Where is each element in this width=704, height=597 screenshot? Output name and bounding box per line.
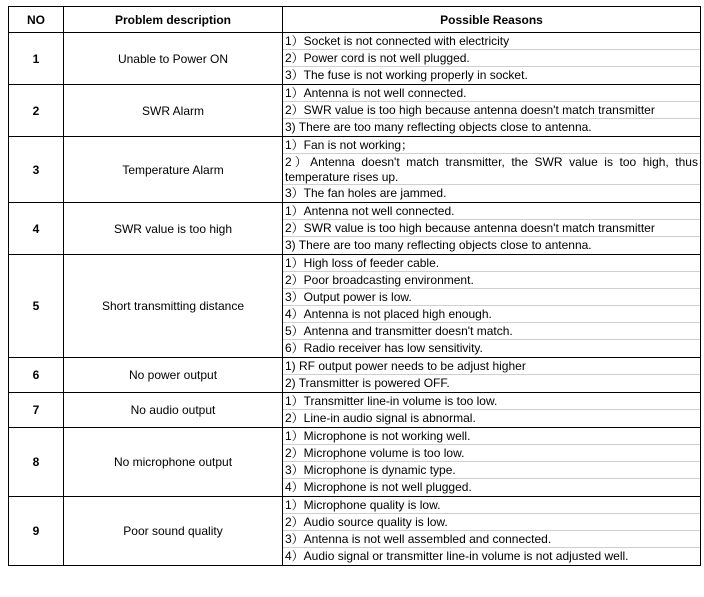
table-row [9, 428, 701, 497]
possible-reasons [283, 255, 701, 358]
problem-description: Short transmitting distance [64, 255, 283, 358]
problem-description: No microphone output [64, 428, 283, 497]
reason-item: 3）Antenna is not well assembled and connected. [283, 531, 700, 548]
row-number: 9 [9, 497, 64, 566]
table-row [9, 358, 701, 393]
problem-description: No power output [64, 358, 283, 393]
reason-item: 2）SWR value is too high because antenna doesn't match transmitter [283, 220, 700, 237]
table-row [9, 255, 701, 358]
reason-item: 1）Socket is not connected with electricity [283, 33, 700, 50]
table-row [9, 137, 701, 203]
row-number: 6 [9, 358, 64, 393]
reason-item: 2）Audio source quality is low. [283, 514, 700, 531]
table-row [9, 497, 701, 566]
reason-item: 1）High loss of feeder cable. [283, 255, 700, 272]
possible-reasons [283, 203, 701, 255]
reason-item: 1）Fan is not working； [283, 137, 700, 154]
header-no: NO [9, 7, 64, 33]
possible-reasons [283, 428, 701, 497]
reason-item: 3) There are too many reflecting objects close to antenna. [285, 238, 592, 252]
reason-item: 2) Transmitter is powered OFF. [285, 376, 450, 390]
reason-item: 5）Antenna and transmitter doesn't match. [283, 323, 700, 340]
problem-description: Poor sound quality [64, 497, 283, 566]
reason-item: 4）Audio signal or transmitter line-in volume is not adjusted well. [285, 549, 629, 563]
table-row [9, 85, 701, 137]
reason-item: 2）Antenna doesn't match transmitter, the SWR value is too high, thus temperature rises up. [285, 155, 698, 184]
possible-reasons [283, 497, 701, 566]
reason-item: 1）Antenna is not well connected. [283, 85, 700, 102]
reason-item: 6）Radio receiver has low sensitivity. [285, 341, 483, 355]
row-number: 7 [9, 393, 64, 428]
possible-reasons [283, 393, 701, 428]
header-row [9, 7, 701, 33]
reason-item: 2）SWR value is too high because antenna doesn't match transmitter [283, 102, 700, 119]
problem-description: Unable to Power ON [64, 33, 283, 85]
reason-item: 3) There are too many reflecting objects close to antenna. [285, 120, 592, 134]
reason-item: 3）Output power is low. [283, 289, 700, 306]
possible-reasons [283, 85, 701, 137]
problem-description: Temperature Alarm [64, 137, 283, 203]
reason-item: 1）Microphone quality is low. [283, 497, 700, 514]
troubleshooting-table [8, 6, 701, 566]
reason-item: 3）The fuse is not working properly in socket. [285, 68, 528, 82]
reason-item: 4）Antenna is not placed high enough. [283, 306, 700, 323]
problem-description: No audio output [64, 393, 283, 428]
table-row [9, 203, 701, 255]
reason-item: 2）Line-in audio signal is abnormal. [285, 411, 476, 425]
header-problem-description: Problem description [64, 7, 283, 33]
row-number: 2 [9, 85, 64, 137]
row-number: 4 [9, 203, 64, 255]
table-row [9, 33, 701, 85]
row-number: 3 [9, 137, 64, 203]
row-number: 1 [9, 33, 64, 85]
reason-item: 2）Microphone volume is too low. [283, 445, 700, 462]
reason-item: 3）Microphone is dynamic type. [283, 462, 700, 479]
table-row [9, 393, 701, 428]
header-possible-reasons: Possible Reasons [283, 7, 701, 33]
possible-reasons [283, 137, 701, 203]
problem-description: SWR Alarm [64, 85, 283, 137]
reason-item: 3）The fan holes are jammed. [285, 186, 447, 200]
reason-item: 2）Power cord is not well plugged. [283, 50, 700, 67]
reason-item: 4）Microphone is not well plugged. [285, 480, 472, 494]
possible-reasons [283, 358, 701, 393]
reason-item: 2）Poor broadcasting environment. [283, 272, 700, 289]
row-number: 8 [9, 428, 64, 497]
table-body [9, 33, 701, 566]
reason-item: 1）Antenna not well connected. [283, 203, 700, 220]
problem-description: SWR value is too high [64, 203, 283, 255]
reason-item: 1) RF output power needs to be adjust higher [283, 358, 700, 375]
reason-item: 1）Transmitter line-in volume is too low. [283, 393, 700, 410]
row-number: 5 [9, 255, 64, 358]
possible-reasons [283, 33, 701, 85]
reason-item: 1）Microphone is not working well. [283, 428, 700, 445]
